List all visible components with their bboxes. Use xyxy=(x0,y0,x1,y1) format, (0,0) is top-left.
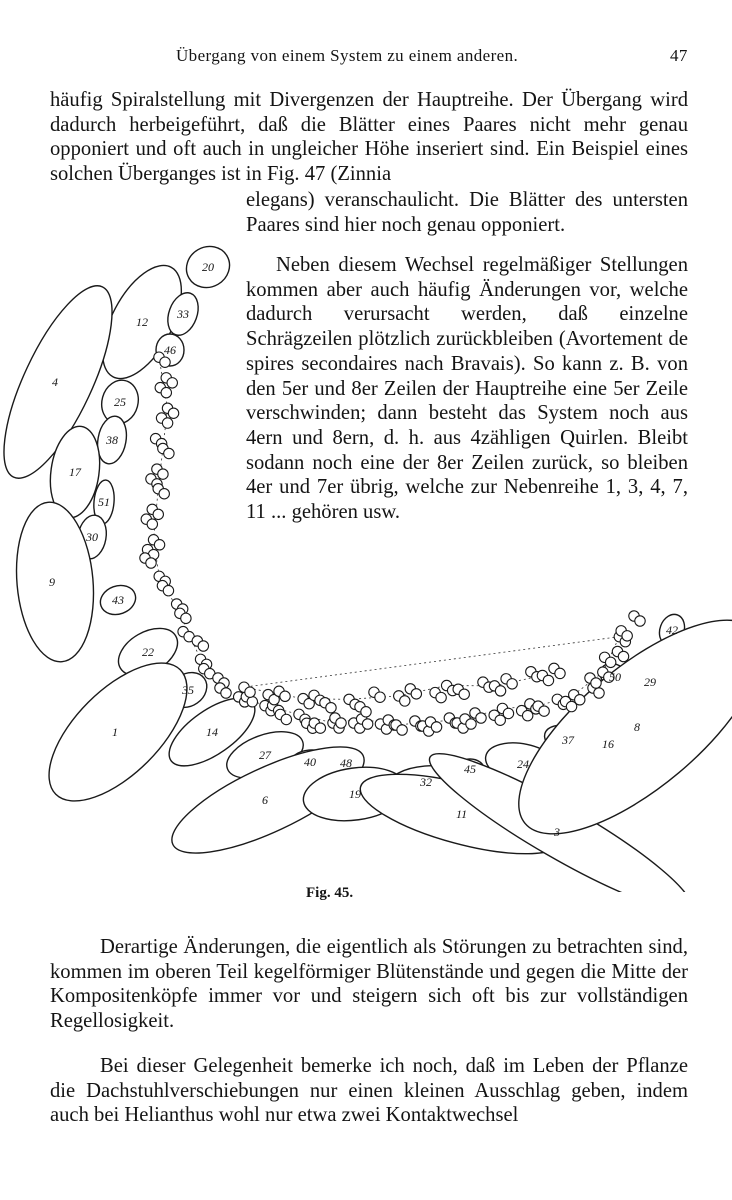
leaf-number-label: 51 xyxy=(98,495,110,509)
running-head xyxy=(0,46,732,70)
floret-circle xyxy=(400,696,410,706)
floret-circle xyxy=(476,713,486,723)
floret-circle xyxy=(280,691,290,701)
leaf-number-label: 6 xyxy=(262,793,268,807)
floret-circle xyxy=(181,613,191,623)
floret-circle xyxy=(411,689,421,699)
floret-circle xyxy=(622,631,632,641)
leaf-number-label: 50 xyxy=(609,670,621,684)
floret-circle xyxy=(591,678,601,688)
floret-circle xyxy=(153,509,163,519)
floret-circle xyxy=(326,703,336,713)
floret-circle xyxy=(154,540,164,550)
leaf-number-label: 40 xyxy=(304,755,316,769)
floret-circle xyxy=(635,616,645,626)
leaf-number-label: 16 xyxy=(602,737,614,751)
floret-circle xyxy=(362,719,372,729)
floret-circle xyxy=(168,408,178,418)
floret-circle xyxy=(167,378,177,388)
leaf-number-label: 35 xyxy=(182,683,194,697)
leaf-number-label: 43 xyxy=(112,593,124,607)
paragraph-intro-continued: elegans) veranschaulicht. Die Blätter des untersten Paares sind hier noch genau opponiert. xyxy=(246,189,688,236)
leaf-number-label: 38 xyxy=(106,433,118,447)
floret-circle xyxy=(161,387,171,397)
floret-circle xyxy=(436,692,446,702)
leaf-number-label: 45 xyxy=(464,762,476,776)
leaf-number-label: 27 xyxy=(259,748,271,762)
floret-circle xyxy=(361,707,371,717)
floret-circle xyxy=(164,448,174,458)
leaf-number-label: 14 xyxy=(206,725,218,739)
leaf-number-label: 48 xyxy=(340,756,352,770)
leaf-number-label: 22 xyxy=(142,645,154,659)
floret-circle xyxy=(495,686,505,696)
leaf-number-label: 33 xyxy=(177,307,189,321)
floret-circle xyxy=(539,706,549,716)
floret-circle xyxy=(162,418,172,428)
floret-circle xyxy=(147,519,157,529)
floret-circle xyxy=(555,668,565,678)
floret-circle xyxy=(158,469,168,479)
leaf-number-label: 1 xyxy=(112,725,118,739)
floret-circle xyxy=(618,651,628,661)
leaf-number-label: 29 xyxy=(644,675,656,689)
floret-circle xyxy=(431,722,441,732)
floret-circle xyxy=(503,708,513,718)
floret-circle xyxy=(163,585,173,595)
leaf-number-label: 24 xyxy=(517,757,529,771)
leaf-number-label: 42 xyxy=(666,623,678,637)
floret-circle xyxy=(575,695,585,705)
floret-circle xyxy=(160,357,170,367)
phyllotaxis-diagram xyxy=(0,222,732,892)
floret-circle xyxy=(247,697,257,707)
paragraph-intro: häufig Spiralstellung mit Divergenzen der Hauptreihe. Der Übergang wird dadurch herbeigeführt, daß die Blätter eines Paares nicht mehr genau opponiert und oft auch in ungleicher Höhe inseriert sind. Ein Beispiel eines solchen Überganges ist in Fig. 47 (Zinnia xyxy=(50,89,688,186)
paragraph-changes: Neben diesem Wechsel regelmäßiger Stellungen kommen aber auch häufig Änderungen vor, welche dadurch verursacht werden, daß einzelne Schrägzeilen plötzlich zurückbleiben (Avortement de spires secondaires nach Bravais). So kann z. B. von den 5er und 8er Zeilen der Hauptreihe eine 5er Zeile verschwinden; dann besteht das System noch aus 4ern und 8ern, d. h. aus 4zähligen Quirlen. Bleibt sodann noch eine der 8er Zeilen zurück, so bleiben 4er und 7er übrig, welche zur Nebenreihe 1, 3, 4, 7, 11 ... gehören usw. xyxy=(246,254,688,524)
floret-circle xyxy=(159,489,169,499)
leaf-number-label: 46 xyxy=(164,343,176,357)
floret-circle xyxy=(605,657,615,667)
leaf-number-label: 17 xyxy=(69,465,81,479)
page-number: 47 xyxy=(670,46,688,65)
floret-circle xyxy=(281,714,291,724)
figure-caption: Fig. 45. xyxy=(306,885,354,901)
floret-circle xyxy=(315,723,325,733)
leaf-number-label: 9 xyxy=(49,575,55,589)
leaf-number-label: 3 xyxy=(554,825,560,839)
paragraph-disturbances: Derartige Änderungen, die eigentlich als Störungen zu betrachten sind, kommen im oberen Teil kegelförmiger Blütenstände und gegen die Mitte der Kompositenköpfe immer vor und steigern sich oft bis zur vollständigen Regellosigkeit. xyxy=(50,936,688,1033)
floret-circle xyxy=(198,641,208,651)
floret-circle xyxy=(245,687,255,697)
floret-circle xyxy=(397,725,407,735)
leaf-number-label: 4 xyxy=(52,375,58,389)
leaf-number-label: 8 xyxy=(634,720,640,734)
leaf-number-label: 20 xyxy=(202,260,214,274)
floret-circle xyxy=(375,692,385,702)
floret-circle xyxy=(466,719,476,729)
floret-circle xyxy=(507,679,517,689)
leaf-number-label: 37 xyxy=(562,733,574,747)
paragraph-helianthus: Bei dieser Gelegenheit bemerke ich noch, daß im Leben der Pflanze die Dachstuhlverschiebungen nur einen kleinen Ausschlag geben, indem auch bei Helianthus wohl nur etwa zwei Kontaktwechsel xyxy=(50,1055,688,1127)
parastichy-line xyxy=(244,637,619,688)
leaf-number-label: 11 xyxy=(456,807,468,821)
figure-zinnia-diagram xyxy=(0,222,732,892)
floret-circle xyxy=(594,688,604,698)
leaf-number-label: 12 xyxy=(136,315,148,329)
floret-circle xyxy=(543,675,553,685)
leaf-number-label: 30 xyxy=(86,530,98,544)
floret-circle xyxy=(336,718,346,728)
leaf-number-label: 19 xyxy=(349,787,361,801)
floret-circle xyxy=(221,688,231,698)
running-head-title: Übergang von einem System zu einem anderen. xyxy=(176,46,519,65)
floret-circle xyxy=(146,558,156,568)
leaf-number-label: 25 xyxy=(114,395,126,409)
floret-circle xyxy=(459,689,469,699)
leaf-number-label: 32 xyxy=(420,775,432,789)
